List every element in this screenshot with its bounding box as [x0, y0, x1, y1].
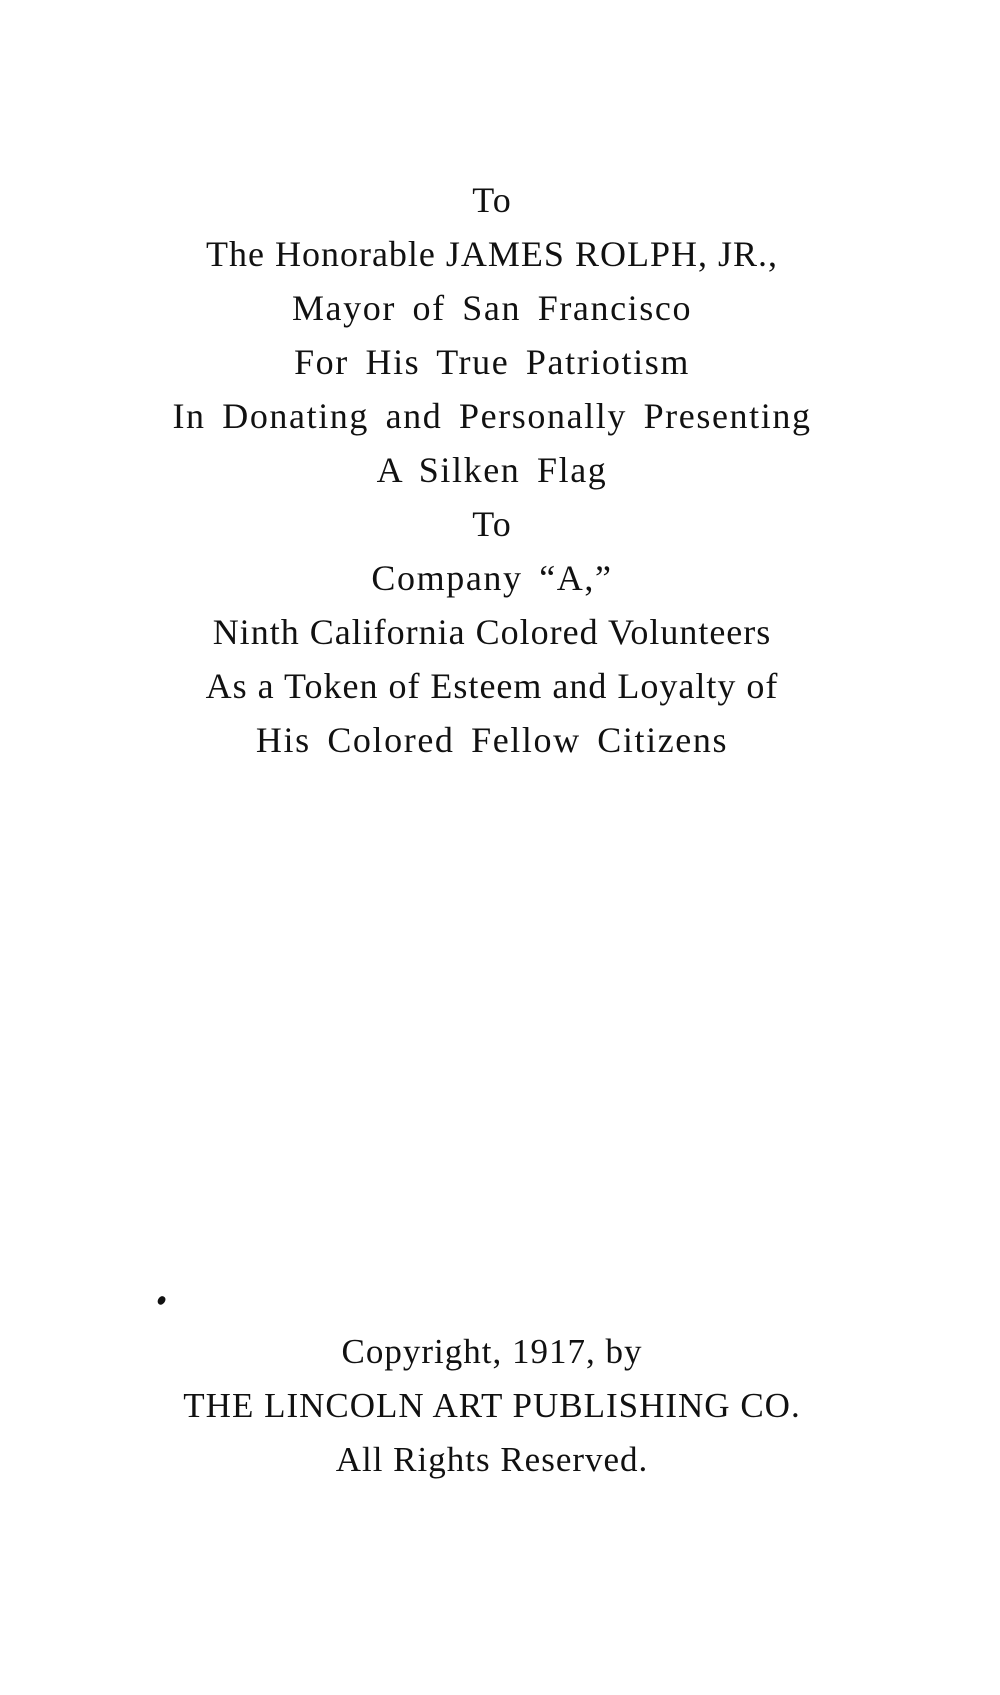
dedication-line: The Honorable JAMES ROLPH, JR.,	[206, 234, 778, 274]
dedication-line: Company “A,”	[371, 558, 613, 598]
dedication-line: For His True Patriotism	[294, 342, 690, 382]
dedication-line: As a Token of Esteem and Loyalty of	[205, 666, 779, 706]
dedication-line: Mayor of San Francisco	[291, 288, 693, 328]
dedication-line: A Silken Flag	[376, 450, 608, 490]
ink-speck	[156, 1295, 166, 1306]
publisher-name: THE LINCOLN ART PUBLISHING CO.	[183, 1386, 801, 1425]
dedication-line: Ninth California Colored Volunteers	[212, 612, 772, 652]
dedication-line: To	[472, 504, 512, 544]
dedication-line: In Donating and Personally Presenting	[172, 396, 812, 436]
copyright-notice: Copyright, 1917, by	[341, 1332, 643, 1371]
rights-reserved: All Rights Reserved.	[335, 1440, 649, 1479]
dedication-line: To	[472, 180, 512, 220]
dedication-line: His Colored Fellow Citizens	[255, 720, 729, 760]
